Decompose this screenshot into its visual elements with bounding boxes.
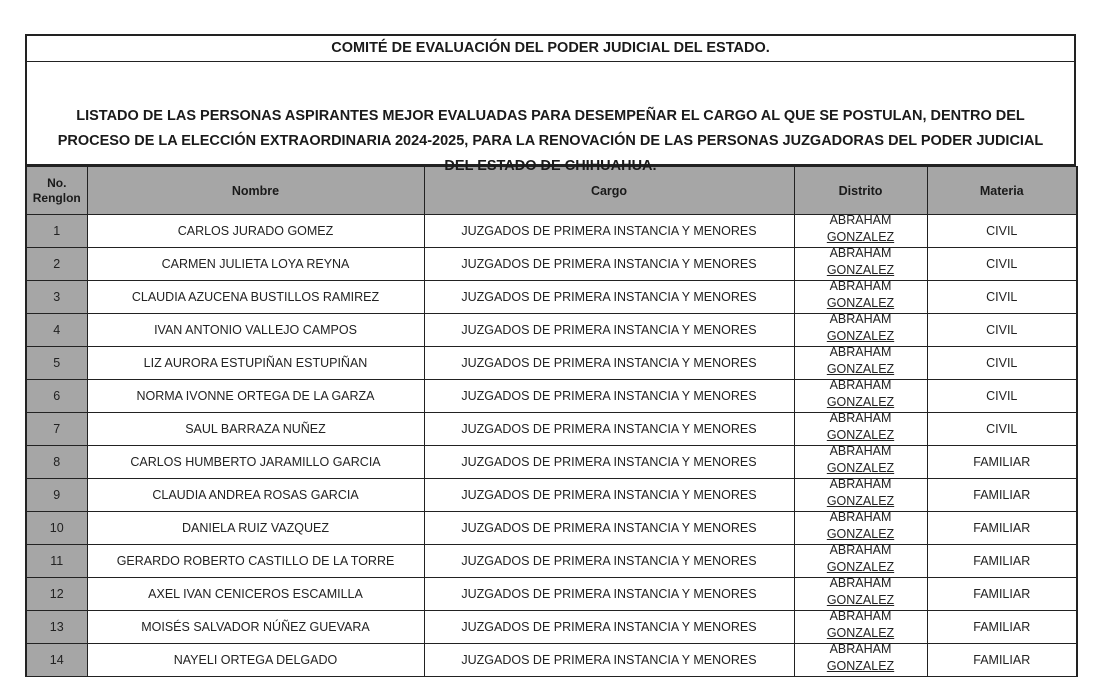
materia-cell: CIVIL [927,215,1077,248]
distrito-line-2: GONZALEZ [826,395,895,409]
row-number-cell: 2 [26,248,87,281]
distrito-text [795,578,927,608]
distrito-cell [794,380,927,413]
distrito-cell [794,248,927,281]
cargo-cell: JUZGADOS DE PRIMERA INSTANCIA Y MENORES [424,347,794,380]
distrito-line-1: ABRAHAM [829,544,892,557]
nombre-cell: CLAUDIA AZUCENA BUSTILLOS RAMIREZ [87,281,424,314]
materia-cell: FAMILIAR [927,479,1077,512]
row-number-cell: 11 [26,545,87,578]
materia-cell: CIVIL [927,248,1077,281]
distrito-line-1: ABRAHAM [829,577,892,590]
cargo-cell: JUZGADOS DE PRIMERA INSTANCIA Y MENORES [424,215,794,248]
cargo-cell: JUZGADOS DE PRIMERA INSTANCIA Y MENORES [424,281,794,314]
distrito-line-1: ABRAHAM [829,412,892,425]
cargo-cell: JUZGADOS DE PRIMERA INSTANCIA Y MENORES [424,611,794,644]
nombre-cell: NORMA IVONNE ORTEGA DE LA GARZA [87,380,424,413]
distrito-cell [794,611,927,644]
row-number-cell: 4 [26,314,87,347]
nombre-cell: CLAUDIA ANDREA ROSAS GARCIA [87,479,424,512]
row-number-cell: 13 [26,611,87,644]
distrito-cell [794,446,927,479]
materia-cell: CIVIL [927,281,1077,314]
distrito-line-1: ABRAHAM [829,379,892,392]
table-row [26,479,1077,512]
distrito-cell [794,479,927,512]
distrito-text [795,446,927,476]
distrito-line-1: ABRAHAM [829,214,892,227]
cargo-cell: JUZGADOS DE PRIMERA INSTANCIA Y MENORES [424,479,794,512]
nombre-cell: AXEL IVAN CENICEROS ESCAMILLA [87,578,424,611]
distrito-text [795,512,927,542]
listing-title-line-2: PROCESO DE LA ELECCIÓN EXTRAORDINARIA 2024-2025, PARA LA RENOVACIÓN DE LAS PERSONAS JUZGADORAS DEL PODER JUDICIAL [57,133,1044,149]
row-number-cell: 8 [26,446,87,479]
row-number-cell: 12 [26,578,87,611]
table-row [26,380,1077,413]
column-header-materia: Materia [927,167,1077,215]
distrito-line-2: GONZALEZ [826,461,895,475]
listing-title-line-3: DEL ESTADO DE CHIHUAHUA. [444,158,657,174]
cargo-cell: JUZGADOS DE PRIMERA INSTANCIA Y MENORES [424,644,794,677]
distrito-line-2: GONZALEZ [826,263,895,277]
distrito-text [795,347,927,377]
distrito-line-2: GONZALEZ [826,659,895,673]
committee-title: COMITÉ DE EVALUACIÓN DEL PODER JUDICIAL DEL ESTADO. [27,36,1074,62]
cargo-cell: JUZGADOS DE PRIMERA INSTANCIA Y MENORES [424,512,794,545]
distrito-line-2: GONZALEZ [826,527,895,541]
distrito-line-1: ABRAHAM [829,478,892,491]
distrito-line-1: ABRAHAM [829,643,892,656]
cargo-cell: JUZGADOS DE PRIMERA INSTANCIA Y MENORES [424,380,794,413]
distrito-cell [794,644,927,677]
nombre-cell: NAYELI ORTEGA DELGADO [87,644,424,677]
table-row [26,248,1077,281]
nombre-cell: CARLOS JURADO GOMEZ [87,215,424,248]
distrito-line-2: GONZALEZ [826,329,895,343]
table-row [26,578,1077,611]
distrito-line-2: GONZALEZ [826,560,895,574]
nombre-cell: GERARDO ROBERTO CASTILLO DE LA TORRE [87,545,424,578]
table-row [26,347,1077,380]
column-header-no [26,167,87,215]
materia-cell: CIVIL [927,347,1077,380]
distrito-line-2: GONZALEZ [826,593,895,607]
distrito-line-1: ABRAHAM [829,445,892,458]
cargo-cell: JUZGADOS DE PRIMERA INSTANCIA Y MENORES [424,446,794,479]
document-sheet [25,34,1075,677]
materia-cell: FAMILIAR [927,545,1077,578]
row-number-cell: 5 [26,347,87,380]
distrito-line-1: ABRAHAM [829,346,892,359]
table-row [26,281,1077,314]
distrito-cell [794,314,927,347]
distrito-cell [794,347,927,380]
materia-cell: CIVIL [927,314,1077,347]
column-header-cargo: Cargo [424,167,794,215]
column-header-no-line-1: No. [47,175,67,190]
distrito-cell [794,545,927,578]
nombre-cell: MOISÉS SALVADOR NÚÑEZ GUEVARA [87,611,424,644]
table-row [26,215,1077,248]
row-number-cell: 7 [26,413,87,446]
row-number-cell: 10 [26,512,87,545]
cargo-cell: JUZGADOS DE PRIMERA INSTANCIA Y MENORES [424,545,794,578]
table-row [26,545,1077,578]
distrito-line-1: ABRAHAM [829,280,892,293]
table-row [26,446,1077,479]
table-row [26,314,1077,347]
materia-cell: FAMILIAR [927,644,1077,677]
distrito-text [795,545,927,575]
cargo-cell: JUZGADOS DE PRIMERA INSTANCIA Y MENORES [424,578,794,611]
candidates-table [25,166,1078,677]
distrito-text [795,644,927,674]
distrito-text [795,281,927,311]
distrito-line-2: GONZALEZ [826,494,895,508]
materia-cell: FAMILIAR [927,446,1077,479]
nombre-cell: CARMEN JULIETA LOYA REYNA [87,248,424,281]
cargo-cell: JUZGADOS DE PRIMERA INSTANCIA Y MENORES [424,413,794,446]
distrito-line-2: GONZALEZ [826,428,895,442]
materia-cell: FAMILIAR [927,578,1077,611]
distrito-text [795,611,927,641]
materia-cell: CIVIL [927,380,1077,413]
title-box [25,34,1076,174]
cargo-cell: JUZGADOS DE PRIMERA INSTANCIA Y MENORES [424,314,794,347]
table-row [26,512,1077,545]
nombre-cell: LIZ AURORA ESTUPIÑAN ESTUPIÑAN [87,347,424,380]
nombre-cell: CARLOS HUMBERTO JARAMILLO GARCIA [87,446,424,479]
distrito-line-2: GONZALEZ [826,230,895,244]
distrito-text [795,314,927,344]
distrito-line-2: GONZALEZ [826,296,895,310]
materia-cell: CIVIL [927,413,1077,446]
distrito-line-1: ABRAHAM [829,247,892,260]
row-number-cell: 3 [26,281,87,314]
nombre-cell: IVAN ANTONIO VALLEJO CAMPOS [87,314,424,347]
distrito-text [795,380,927,410]
materia-cell: FAMILIAR [927,512,1077,545]
distrito-line-2: GONZALEZ [826,362,895,376]
row-number-cell: 1 [26,215,87,248]
distrito-line-2: GONZALEZ [826,626,895,640]
listing-title-line-1: LISTADO DE LAS PERSONAS ASPIRANTES MEJOR EVALUADAS PARA DESEMPEÑAR EL CARGO AL QUE SE POSTULAN, DENTRO DEL [76,108,1025,124]
row-number-cell: 14 [26,644,87,677]
distrito-line-1: ABRAHAM [829,610,892,623]
row-number-cell: 9 [26,479,87,512]
column-header-nombre: Nombre [87,167,424,215]
distrito-text [795,413,927,443]
distrito-line-1: ABRAHAM [829,313,892,326]
distrito-cell [794,215,927,248]
distrito-cell [794,413,927,446]
distrito-cell [794,281,927,314]
row-number-cell: 6 [26,380,87,413]
nombre-cell: SAUL BARRAZA NUÑEZ [87,413,424,446]
distrito-cell [794,578,927,611]
materia-cell: FAMILIAR [927,611,1077,644]
distrito-text [795,248,927,278]
column-header-no-line-2: Renglon [32,190,81,205]
table-row [26,413,1077,446]
listing-title [27,62,1074,174]
distrito-text [795,479,927,509]
table-row [26,644,1077,677]
distrito-cell [794,512,927,545]
distrito-text [795,215,927,245]
column-header-distrito: Distrito [794,167,927,215]
nombre-cell: DANIELA RUIZ VAZQUEZ [87,512,424,545]
distrito-line-1: ABRAHAM [829,511,892,524]
cargo-cell: JUZGADOS DE PRIMERA INSTANCIA Y MENORES [424,248,794,281]
table-row [26,611,1077,644]
table-body [26,215,1077,677]
